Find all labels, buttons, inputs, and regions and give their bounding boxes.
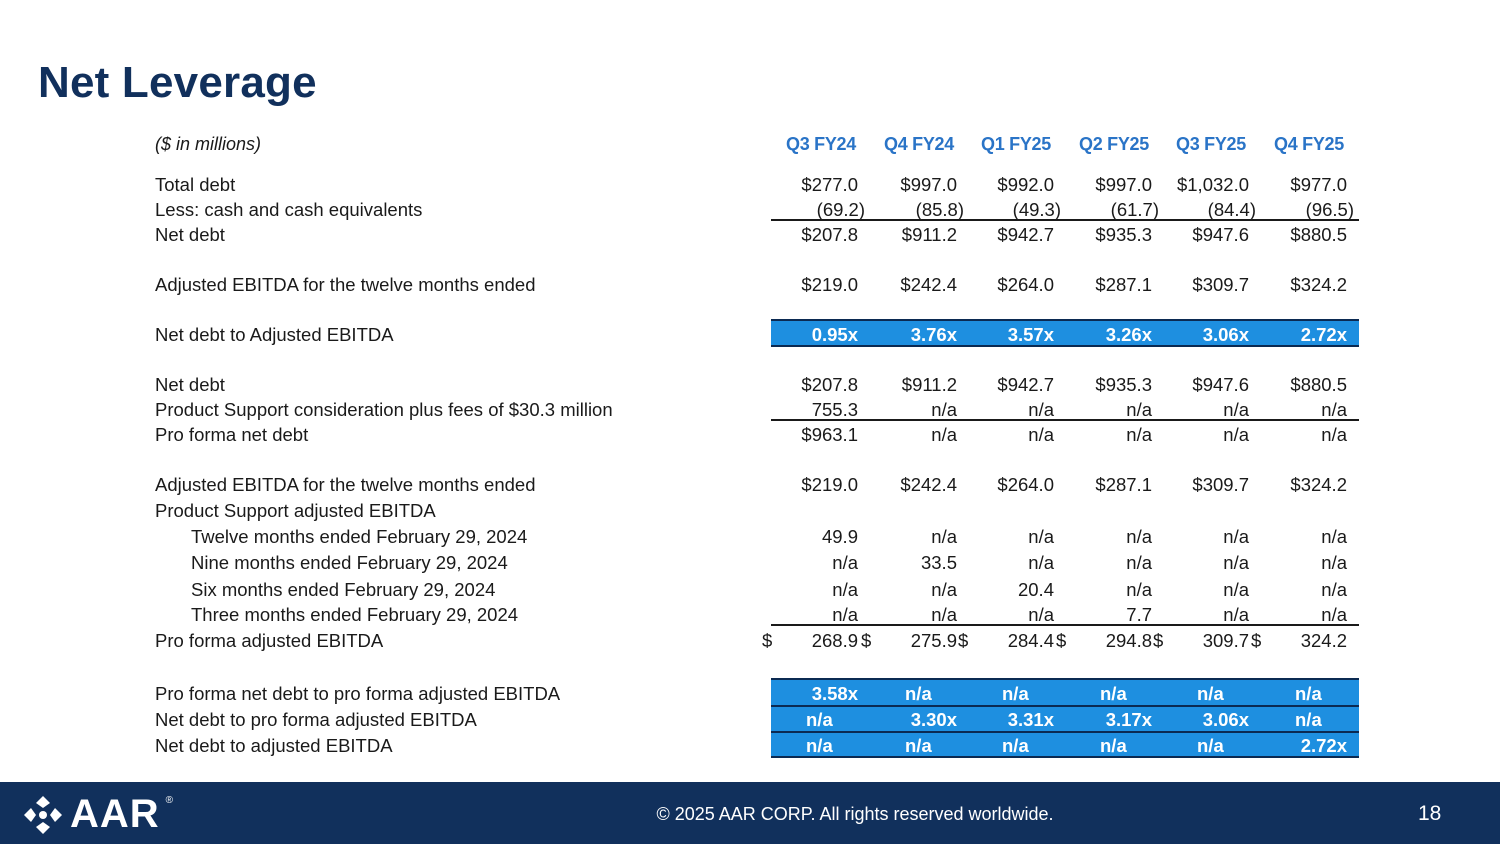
value-cell: n/a (931, 424, 957, 445)
value-cell: n/a (1223, 579, 1249, 600)
value-cell: n/a (1126, 579, 1152, 600)
value-cell: n/a (931, 579, 957, 600)
value-cell: n/a (1321, 399, 1347, 420)
value-cell (1153, 630, 1249, 652)
value-cell: n/a (832, 552, 858, 573)
copyright-text: © 2025 AAR CORP. All rights reserved worldwide. (656, 804, 1054, 824)
currency-symbol: $ (958, 630, 969, 651)
value-cell: n/a (1126, 526, 1152, 547)
row-label: Net debt to adjusted EBITDA (155, 735, 393, 756)
column-header: Q3 FY24 (786, 134, 856, 154)
footer-bar (0, 782, 1500, 844)
cell-value: 268.9 (811, 630, 858, 651)
value-cell: $264.0 (997, 274, 1054, 295)
value-cell: $942.7 (997, 224, 1054, 245)
value-cell: (84.4) (1207, 199, 1256, 220)
value-cell: 755.3 (811, 399, 858, 420)
cell-value: 309.7 (1202, 630, 1249, 651)
value-cell: n/a (1321, 526, 1347, 547)
row-label: Product Support consideration plus fees of $30.3 million (155, 399, 613, 420)
value-cell (958, 630, 1054, 652)
value-cell: n/a (1126, 552, 1152, 573)
value-cell: n/a (1321, 424, 1347, 445)
row-label: Pro forma adjusted EBITDA (155, 630, 384, 651)
row-label: Three months ended February 29, 2024 (191, 604, 519, 625)
value-cell: $911.2 (901, 374, 957, 395)
value-cell: $880.5 (1290, 374, 1347, 395)
value-cell: n/a (1321, 604, 1347, 625)
value-cell: $992.0 (997, 174, 1054, 195)
value-cell: $264.0 (997, 474, 1054, 495)
value-cell (1251, 630, 1347, 652)
value-cell: n/a (1321, 552, 1347, 573)
value-cell: (49.3) (1012, 199, 1061, 220)
ratio-cell: 3.31x (1007, 709, 1054, 730)
value-cell: n/a (931, 604, 957, 625)
currency-symbol: $ (762, 630, 773, 651)
ratio-cell: n/a (1295, 683, 1322, 704)
cell-value: 275.9 (910, 630, 957, 651)
value-cell: $947.6 (1192, 374, 1249, 395)
value-cell: $880.5 (1290, 224, 1347, 245)
value-cell: 20.4 (1017, 579, 1054, 600)
value-cell: n/a (1126, 399, 1152, 420)
units-note: ($ in millions) (155, 134, 262, 154)
row-label: Net debt (155, 224, 225, 245)
currency-symbol: $ (1153, 630, 1164, 651)
currency-symbol: $ (1056, 630, 1067, 651)
value-cell: n/a (931, 399, 957, 420)
value-cell: 49.9 (821, 526, 858, 547)
row-label: Net debt (155, 374, 225, 395)
ratio-cell: 2.72x (1300, 735, 1347, 756)
ratio-cell: n/a (1295, 709, 1322, 730)
ratio-cell: n/a (1002, 683, 1029, 704)
ratio-cell: 3.26x (1105, 324, 1152, 345)
column-header: Q4 FY25 (1274, 134, 1344, 154)
value-cell: $935.3 (1095, 224, 1152, 245)
value-cell: $219.0 (801, 274, 858, 295)
value-cell: n/a (1223, 424, 1249, 445)
value-cell: $977.0 (1290, 174, 1347, 195)
value-cell: n/a (832, 579, 858, 600)
ratio-cell: 3.30x (910, 709, 957, 730)
column-header: Q1 FY25 (981, 134, 1051, 154)
value-cell: $207.8 (801, 224, 858, 245)
cell-value: 284.4 (1007, 630, 1054, 651)
value-cell (762, 630, 858, 652)
row-label: Product Support adjusted EBITDA (155, 500, 436, 521)
value-cell: $207.8 (801, 374, 858, 395)
value-cell: n/a (1223, 526, 1249, 547)
value-cell: n/a (1223, 399, 1249, 420)
logo-text: AAR (70, 792, 160, 836)
column-header: Q4 FY24 (884, 134, 954, 154)
row-label: Net debt to pro forma adjusted EBITDA (155, 709, 477, 730)
logo-registered-mark: ® (165, 795, 174, 806)
band-rule (771, 731, 1359, 733)
column-header: Q3 FY25 (1176, 134, 1246, 154)
value-cell: $309.7 (1192, 474, 1249, 495)
ratio-cell: 3.58x (811, 683, 858, 704)
value-cell: (61.7) (1110, 199, 1159, 220)
row-label: Twelve months ended February 29, 2024 (191, 526, 528, 547)
ratio-cell: n/a (1197, 735, 1224, 756)
value-cell: (96.5) (1305, 199, 1354, 220)
value-cell: n/a (1223, 552, 1249, 573)
value-cell: $997.0 (1095, 174, 1152, 195)
page-title: Net Leverage (38, 58, 317, 107)
cell-value: 324.2 (1300, 630, 1347, 651)
value-cell (861, 630, 957, 652)
row-label: Total debt (155, 174, 236, 195)
band-rule (771, 678, 1359, 680)
value-cell: $277.0 (801, 174, 858, 195)
ratio-cell: n/a (1002, 735, 1029, 756)
value-cell: $219.0 (801, 474, 858, 495)
value-cell: $963.1 (801, 424, 858, 445)
ratio-cell: n/a (1197, 683, 1224, 704)
row-label: Six months ended February 29, 2024 (191, 579, 496, 600)
value-cell: $942.7 (997, 374, 1054, 395)
ratio-cell: n/a (905, 683, 932, 704)
ratio-cell: 3.76x (910, 324, 957, 345)
value-cell: $997.0 (900, 174, 957, 195)
value-cell: n/a (832, 604, 858, 625)
value-cell: $287.1 (1095, 274, 1152, 295)
value-cell: n/a (1028, 399, 1054, 420)
row-label: Nine months ended February 29, 2024 (191, 552, 508, 573)
value-cell: n/a (1126, 424, 1152, 445)
value-cell (1056, 630, 1152, 652)
currency-symbol: $ (1251, 630, 1262, 651)
value-cell: n/a (1223, 604, 1249, 625)
page-number: 18 (1418, 802, 1442, 825)
band-rule (771, 705, 1359, 707)
value-cell: $947.6 (1192, 224, 1249, 245)
ratio-cell: 0.95x (811, 324, 858, 345)
value-cell: n/a (931, 526, 957, 547)
value-cell: n/a (1028, 424, 1054, 445)
row-label: Pro forma net debt to pro forma adjusted EBITDA (155, 683, 561, 704)
cell-value: 294.8 (1105, 630, 1152, 651)
value-cell: $935.3 (1095, 374, 1152, 395)
row-label: Less: cash and cash equivalents (155, 199, 423, 220)
ratio-cell: 3.06x (1202, 709, 1249, 730)
currency-symbol: $ (861, 630, 872, 651)
value-cell: n/a (1321, 579, 1347, 600)
row-label: Pro forma net debt (155, 424, 309, 445)
value-cell: $1,032.0 (1176, 174, 1249, 195)
ratio-cell: n/a (806, 709, 833, 730)
value-cell: 33.5 (920, 552, 957, 573)
value-cell: $324.2 (1290, 474, 1347, 495)
value-cell: $242.4 (900, 474, 957, 495)
ratio-cell: n/a (905, 735, 932, 756)
value-cell: $324.2 (1290, 274, 1347, 295)
value-cell: $287.1 (1095, 474, 1152, 495)
ratio-cell: 3.06x (1202, 324, 1249, 345)
value-cell: $242.4 (900, 274, 957, 295)
row-label: Adjusted EBITDA for the twelve months ended (155, 274, 536, 295)
row-label: Net debt to Adjusted EBITDA (155, 324, 394, 345)
ratio-cell: n/a (1100, 683, 1127, 704)
ratio-cell: 3.17x (1105, 709, 1152, 730)
column-header: Q2 FY25 (1079, 134, 1149, 154)
value-cell: $911.2 (901, 224, 957, 245)
value-cell: n/a (1028, 526, 1054, 547)
band-rule (771, 319, 1359, 321)
row-label: Adjusted EBITDA for the twelve months ended (155, 474, 536, 495)
ratio-cell: n/a (1100, 735, 1127, 756)
ratio-cell: 3.57x (1007, 324, 1054, 345)
value-cell: (69.2) (816, 199, 865, 220)
value-cell: n/a (1028, 552, 1054, 573)
value-cell: n/a (1028, 604, 1054, 625)
value-cell: 7.7 (1126, 604, 1152, 625)
ratio-cell: n/a (806, 735, 833, 756)
value-cell: (85.8) (915, 199, 964, 220)
ratio-cell: 2.72x (1300, 324, 1347, 345)
value-cell: $309.7 (1192, 274, 1249, 295)
